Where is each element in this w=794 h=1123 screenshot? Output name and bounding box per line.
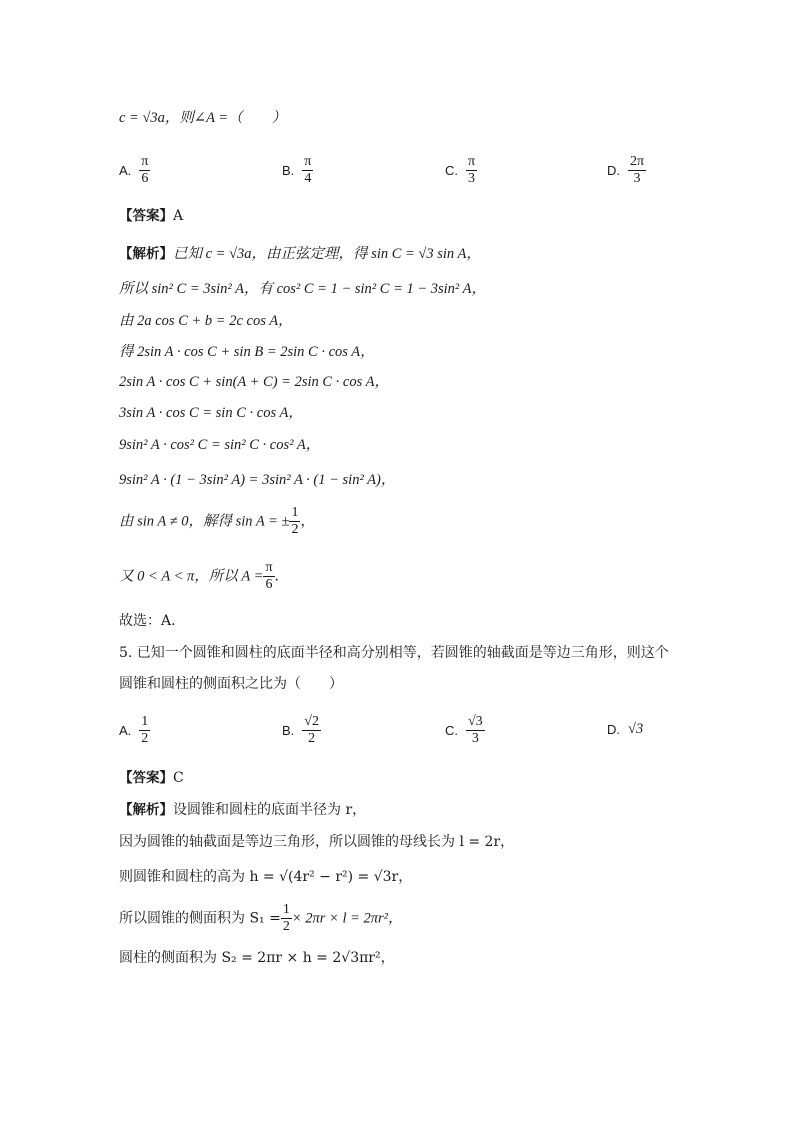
answer-value: A — [173, 208, 184, 224]
numerator: π — [265, 560, 273, 575]
analysis-tag: 【解析】 — [119, 802, 173, 818]
numerator: π — [141, 154, 149, 169]
solve-suffix: ， — [300, 513, 315, 530]
numerator: π — [468, 154, 476, 169]
line4-suffix: × 2πr × l = 2πr²， — [291, 910, 403, 927]
numerator: √3 — [468, 714, 483, 729]
option-value: √3 — [628, 721, 644, 737]
q5-answer — [119, 768, 184, 788]
analysis-text: 设圆锥和圆柱的底面半径为 r， — [173, 802, 367, 818]
solve-prefix: 由 sin A ≠ 0，解得 sin A = ± — [119, 513, 290, 530]
option-label: A. — [119, 163, 132, 178]
q5-analysis-line-3: 则圆锥和圆柱的高为 h = √(4r² − r²) = √3r， — [119, 869, 413, 885]
q4-analysis-solve — [119, 505, 314, 538]
option-fraction — [139, 714, 150, 747]
numerator: 2π — [630, 154, 645, 169]
final-suffix: . — [274, 568, 279, 585]
q4-analysis-final — [119, 560, 279, 593]
numerator: π — [304, 154, 312, 169]
answer-tag: 【答案】 — [119, 770, 173, 786]
q4-choose: 故选：A. — [119, 613, 176, 629]
q4-analysis-line-6: 3sin A · cos C = sin C · cos A， — [119, 405, 303, 421]
option-fraction — [466, 714, 485, 747]
final-prefix: 又 0 < A < π，所以 A = — [119, 568, 264, 585]
q4-analysis-line-7: 9sin² A · cos² C = sin² C · cos² A， — [119, 437, 321, 453]
denominator: 6 — [265, 577, 273, 592]
q5-analysis-line-4 — [119, 902, 403, 935]
numerator: 1 — [291, 505, 299, 520]
option-label: D. — [607, 721, 620, 737]
q4-option-a — [119, 154, 150, 187]
final-fraction — [263, 560, 274, 593]
q4-option-b — [282, 154, 313, 187]
answer-value: C — [173, 770, 184, 786]
q4-analysis-line-2: 所以 sin² C = 3sin² A，有 cos² C = 1 − sin² C = 1 − 3sin² A， — [119, 281, 487, 297]
option-fraction — [302, 714, 321, 747]
q4-analysis-line-4: 得 2sin A · cos C + sin B = 2sin C · cos A， — [119, 344, 375, 360]
q4-analysis-line-3: 由 2a cos C + b = 2c cos A， — [119, 313, 293, 329]
q5-stem-line-2: 圆锥和圆柱的侧面积之比为（ ） — [119, 676, 343, 692]
denominator: 3 — [468, 171, 476, 186]
q4-analysis-line-5: 2sin A · cos C + sin(A + C) = 2sin C · cos A， — [119, 374, 389, 390]
q5-stem-line-1: 5. 已知一个圆锥和圆柱的底面半径和高分别相等，若圆锥的轴截面是等边三角形，则这个 — [119, 645, 669, 661]
numerator: 1 — [141, 714, 149, 729]
q4-analysis-line-1 — [119, 244, 481, 264]
option-fraction — [466, 154, 477, 187]
q5-option-c — [445, 714, 485, 747]
denominator: 6 — [141, 171, 149, 186]
option-fraction — [139, 154, 150, 187]
analysis-text: 已知 c = √3a，由正弦定理，得 sin C = √3 sin A， — [173, 246, 481, 262]
q5-analysis-line-5: 圆柱的侧面积为 S₂ = 2πr × h = 2√3πr²， — [119, 950, 395, 966]
q5-analysis-line-2: 因为圆锥的轴截面是等边三角形，所以圆锥的母线长为 l = 2r， — [119, 834, 515, 850]
numerator: √2 — [304, 714, 319, 729]
option-label: B. — [282, 723, 295, 738]
q4-answer — [119, 206, 183, 226]
q4-option-c — [445, 154, 477, 187]
option-fraction — [302, 154, 313, 187]
q4-stem-tail: c = √3a，则∠A =（ ） — [119, 110, 287, 126]
denominator: 2 — [308, 731, 316, 746]
q4-option-d — [607, 154, 646, 187]
denominator: 3 — [471, 731, 479, 746]
denominator: 2 — [291, 522, 299, 537]
analysis-tag: 【解析】 — [119, 246, 173, 262]
denominator: 4 — [304, 171, 312, 186]
numerator: 1 — [282, 902, 290, 917]
denominator: 3 — [633, 171, 641, 186]
option-label: C. — [445, 723, 458, 738]
line4-prefix: 所以圆锥的侧面积为 S₁ = — [119, 910, 281, 927]
q5-option-a — [119, 714, 150, 747]
line4-fraction — [281, 902, 292, 935]
q4-analysis-line-8: 9sin² A · (1 − 3sin² A) = 3sin² A · (1 − sin² A)， — [119, 472, 396, 488]
option-label: C. — [445, 163, 458, 178]
option-label: A. — [119, 723, 132, 738]
solve-fraction — [289, 505, 300, 538]
answer-tag: 【答案】 — [119, 208, 173, 224]
q5-option-d — [607, 721, 643, 738]
q5-analysis-line-1 — [119, 800, 366, 820]
option-label: D. — [607, 163, 620, 178]
option-fraction — [628, 154, 646, 187]
q5-option-b — [282, 714, 321, 747]
option-label: B. — [282, 163, 295, 178]
denominator: 2 — [282, 919, 290, 934]
denominator: 2 — [141, 731, 149, 746]
